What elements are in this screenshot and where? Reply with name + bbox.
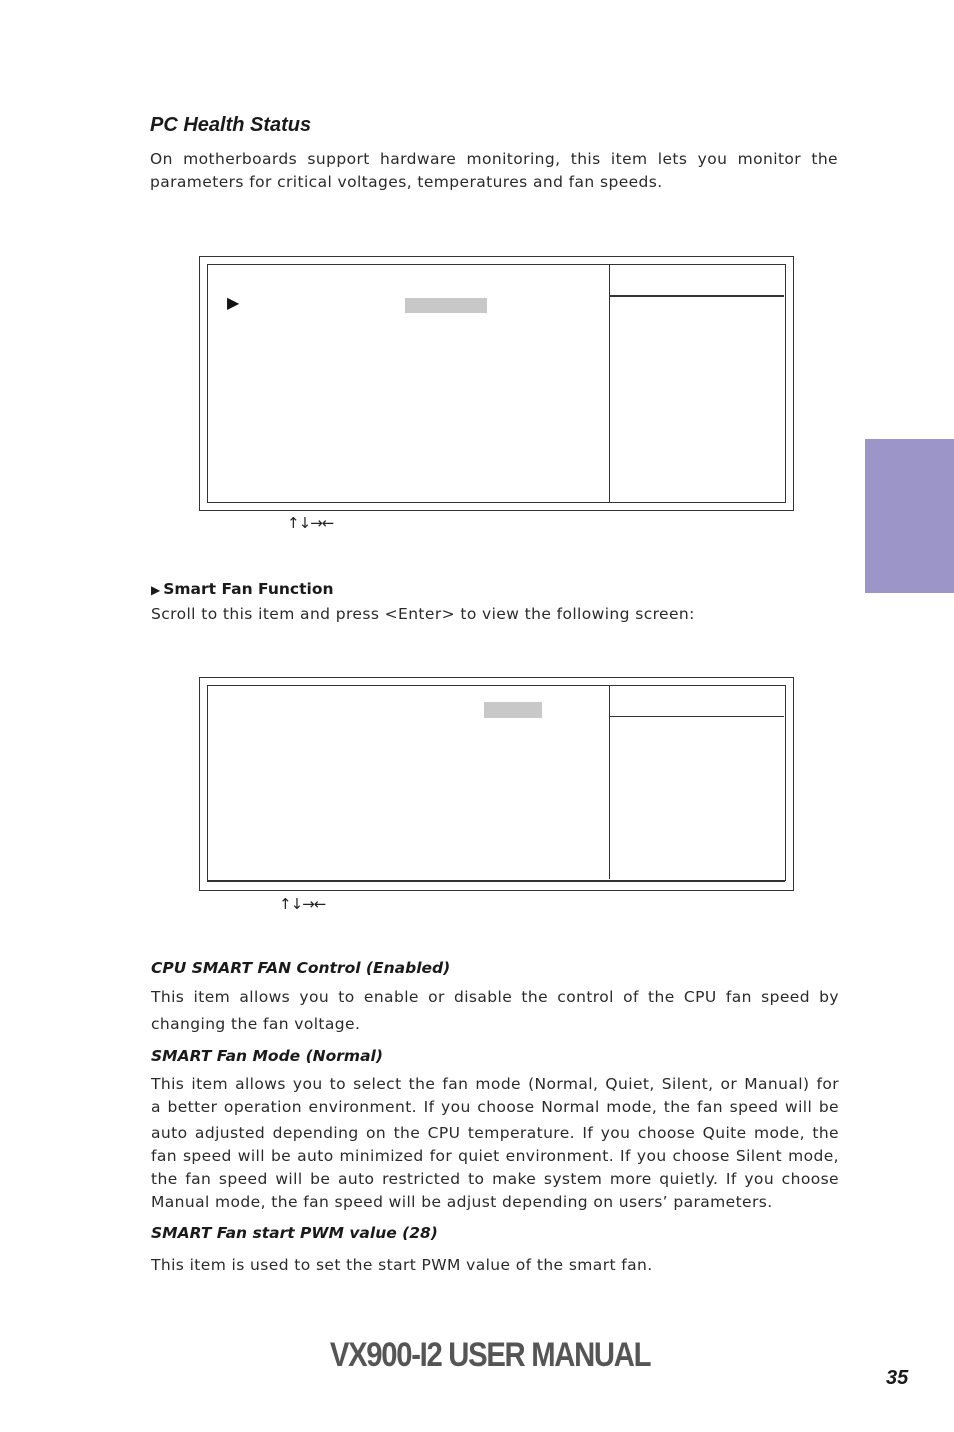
bios-screen-2-bottom-line <box>207 880 785 882</box>
bullet-arrow-icon: ▶ <box>151 583 161 597</box>
item-line: the fan speed will be auto restricted to make system more quietly. If you choose <box>151 1170 839 1188</box>
section-intro <box>150 148 838 194</box>
smart-fan-description: Scroll to this item and press <Enter> to view the following screen: <box>151 605 695 623</box>
intro-line-1: On motherboards support hardware monitoring, this item lets you monitor the <box>150 150 838 168</box>
item-line: Manual mode, the fan speed will be adjust depending on users’ parameters. <box>151 1193 773 1211</box>
bios-screen-1-divider <box>609 265 610 502</box>
item-body-smart-fan-mode <box>151 1073 839 1214</box>
bios-screen-2-divider <box>609 686 610 879</box>
section-title: PC Health Status <box>150 114 312 136</box>
nav-keys-legend-2: ↑↓→← <box>279 895 326 913</box>
item-line: fan speed will be auto minimized for quiet environment. If you choose Silent mode, <box>151 1147 839 1165</box>
bios-screen-1-inner <box>207 264 786 503</box>
page-number: 35 <box>886 1367 909 1389</box>
intro-line-2: parameters for critical voltages, temperatures and fan speeds. <box>150 173 663 191</box>
smart-fan-heading <box>151 580 334 598</box>
selected-value-highlight[interactable] <box>405 298 487 313</box>
item-line: auto adjusted depending on the CPU temperature. If you choose Quite mode, the <box>151 1124 839 1142</box>
item-heading-cpu-smart-fan: CPU SMART FAN Control (Enabled) <box>151 959 451 977</box>
bios-screen-2-help-header-line <box>609 716 784 717</box>
manual-title: VX900-I2 USER MANUAL <box>329 1336 651 1374</box>
selected-value-highlight-2[interactable] <box>484 702 542 718</box>
item-heading-smart-fan-pwm: SMART Fan start PWM value (28) <box>151 1224 438 1242</box>
item-line: a better operation environment. If you choose Normal mode, the fan speed will be <box>151 1098 839 1116</box>
chapter-side-tab <box>865 439 954 593</box>
item-body-smart-fan-pwm: This item is used to set the start PWM value of the smart fan. <box>151 1256 653 1274</box>
item-heading-smart-fan-mode: SMART Fan Mode (Normal) <box>151 1047 383 1065</box>
item-line: This item allows you to enable or disable the control of the CPU fan speed by <box>151 988 839 1006</box>
item-body-cpu-smart-fan <box>151 984 839 1038</box>
smart-fan-title: Smart Fan Function <box>163 580 334 598</box>
submenu-arrow-icon: ▶ <box>227 293 240 312</box>
item-line: changing the fan voltage. <box>151 1015 361 1033</box>
bios-screen-1-help-header-line <box>609 295 784 297</box>
item-line: This item allows you to select the fan mode (Normal, Quiet, Silent, or Manual) for <box>151 1075 839 1093</box>
nav-keys-legend: ↑↓→← <box>287 514 334 532</box>
